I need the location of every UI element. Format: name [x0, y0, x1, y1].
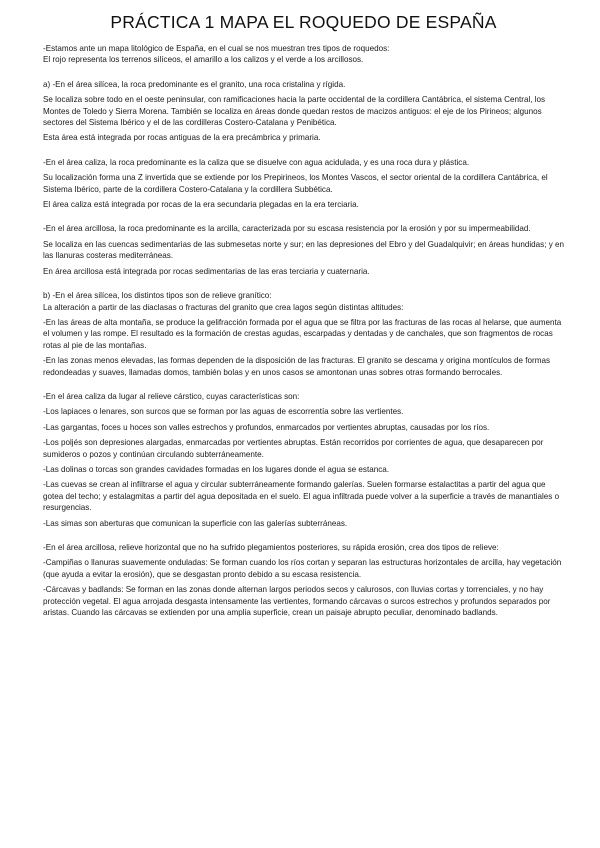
paragraph: a) -En el área silícea, la roca predominante es el granito, una roca cristalina y rígida. [43, 79, 346, 89]
paragraph: -Las simas son aberturas que comunican la superficie con las galerías subterráneas. [43, 518, 348, 528]
paragraph: -Los lapiaces o lenares, son surcos que se forman por las aguas de escorrentía sobre las vertientes. [43, 407, 404, 417]
paragraph: Se localiza en las cuencas sedimentarias de las submesetas norte y sur; en las depresiones del Ebro y del Guadalquivir; en áreas hundidas; y en las llanuras costeras mediterráneas. [43, 239, 564, 261]
clay-area-section [43, 223, 564, 277]
paragraph: -En el área caliza, la roca predominante es la caliza que se disuelve con agua acidulada, y es una roca dura y plástica. [43, 157, 470, 167]
paragraph: -En el área caliza da lugar al relieve cárstico, cuyas características son: [43, 391, 300, 401]
paragraph: Su localización forma una Z invertida que se extiende por los Prepirineos, los Montes Vascos, el sector oriental de la cordillera Cantábrica, el Sistema Ibérico, parte de la cordillera Costero-Catalana y la cordillera Subbética. [43, 173, 548, 194]
paragraph: El área caliza está integrada por rocas de la era secundaria plegadas en la era terciaria. [43, 200, 359, 210]
paragraph: -En las zonas menos elevadas, las formas dependen de la disposición de las fracturas. El granito se descama y origina montículos de formas redondeadas y suaves, llamadas domos, también bolas y en unos casos se amontonan unas sobres otras formando berrocales. [43, 356, 551, 377]
granite-relief-section [43, 290, 564, 378]
intro-section [43, 43, 564, 66]
paragraph: Se localiza sobre todo en el oeste peninsular, con ramificaciones hacia la parte occidental de la cordillera Cantábrica, el sistema Central, los Montes de Toledo y Sierra Morena. También se localiza en áreas donde quedan restos de macizos antiguos: el eje de los Pirineos; algunos sectores del Sistema Ibérico y el de las cordilleras Costero-Catalana y Penibética. [43, 95, 546, 128]
paragraph: -Estamos ante un mapa litológico de España, en el cual se nos muestran tres tipos de roquedos: El rojo representa los terrenos silíceos, el amarillo a los calizos y el verde a los arcillosos. [43, 44, 390, 65]
clay-relief-section [43, 542, 564, 618]
siliceous-area-section [43, 79, 564, 144]
paragraph: -Los poljés son depresiones alargadas, enmarcadas por vertientes abruptas. Están recorridos por corrientes de agua, que desaparecen por sumideros o pozos y continúan circulando subterráneamente. [43, 438, 544, 459]
paragraph: -Las dolinas o torcas son grandes cavidades formadas en los lugares donde el agua se estanca. [43, 464, 389, 474]
paragraph: -En las áreas de alta montaña, se produce la gelifracción formada por el agua que se filtra por las fracturas de las rocas al helarse, que aumenta el volumen y las rompe. El resultado es la formación de crestas agudas, escarpadas y dentadas y de canchales, que son fragmentos de rocas rotas al pie de las montañas. [43, 317, 562, 350]
paragraph: -Las cuevas se crean al infiltrarse el agua y circular subterráneamente formando galerías. Suelen formarse estalactitas a partir del agua que gotea del techo; y estalagmitas a partir del agua depositada en el suelo. El agua infiltrada puede volver a la superficie a través de manantiales o resurgencias. [43, 480, 560, 513]
page-title: PRÁCTICA 1 MAPA EL ROQUEDO DE ESPAÑA [110, 12, 497, 32]
paragraph: -En el área arcillosa, relieve horizontal que no ha sufrido plegamientos posteriores, su rápida erosión, crea dos tipos de relieve: [43, 543, 499, 552]
paragraph: -Cárcavas y badlands: Se forman en las zonas donde alternan largos periodos secos y calurosos, con lluvias cortas y torrenciales, y no hay protección vegetal. El agua arrojada desgasta intensamente las vertientes, formando cárcavas o surcos estrechos y profundos separados por aristas. Cuando las cárcavas se extienden por una amplia superficie, crean un paisaje abrupto peculiar, denominado badlands. [43, 585, 551, 618]
karst-relief-section [43, 391, 564, 529]
paragraph: -En el área arcillosa, la roca predominante es la arcilla, caracterizada por su escasa resistencia por la erosión y por su impermeabilidad. [43, 224, 531, 234]
paragraph: En área arcillosa está integrada por rocas sedimentarias de las eras terciaria y cuaternaria. [43, 266, 370, 276]
paragraph: -Campiñas o llanuras suavemente onduladas: Se forman cuando los ríos cortan y separan las estructuras horizontales de arcilla, hay vegetación (que ayuda a evitar la erosión), que se desgastan pronto debido a su escasa resistencia. [43, 558, 562, 579]
paragraph: Esta área está integrada por rocas antiguas de la era precámbrica y primaria. [43, 133, 321, 143]
paragraph: b) -En el área silícea, los distintos tipos son de relieve granítico: La alteración a partir de las diaclasas o fracturas del granito que crea lagos según distintas altitudes: [43, 291, 404, 312]
limestone-area-section [43, 157, 564, 211]
paragraph: -Las gargantas, foces u hoces son valles estrechos y profundos, enmarcados por vertientes abruptas, causadas por los ríos. [43, 422, 490, 432]
